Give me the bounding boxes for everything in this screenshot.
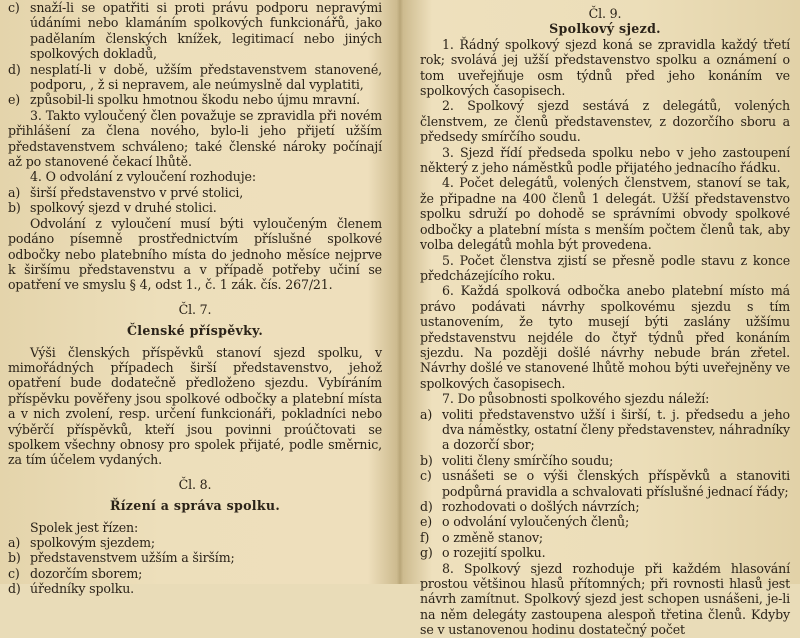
item-label: d) <box>8 581 21 597</box>
paragraph: 7. Do působnosti spolkového sjezdu náleží: <box>442 391 710 407</box>
list-item <box>8 200 382 215</box>
paragraph: 4. Počet delegátů, volených členstvem, stanoví se tak, že připadne na 400 členů 1 delegát. Užší představenstvo spolku sdruží po dohodě se správními obvody spolkové odbočky a platební místa s menším počtem členů tak, aby volba delegátů mohla být provedena. <box>420 175 790 253</box>
item-label: a) <box>8 535 21 550</box>
item-label: d) <box>8 61 21 77</box>
item-text: úředníky spolku. <box>30 581 135 597</box>
item-label: a) <box>420 406 433 422</box>
article-number: Čl. 9. <box>588 6 622 21</box>
item-text: o změně stanov; <box>442 529 544 545</box>
paragraph: 5. Počet členstva zjistí se přesně podle stavu z konce předcházejícího roku. <box>420 252 790 283</box>
left-page <box>0 0 400 597</box>
list-item <box>8 62 382 93</box>
item-text: voliti členy smírčího soudu; <box>442 452 614 468</box>
list-item <box>420 499 790 514</box>
paragraph: 1. Řádný spolkový sjezd koná se zpravidla každý třetí rok; svolává jej užší představenstvo spolku a oznámení o tom uveřejňuje osm týdnů před jeho konáním ve spolkových časopisech. <box>420 36 790 99</box>
list-item <box>8 92 382 107</box>
item-text: nesplatí-li v době, užším představenstvem stanovené, podporu, , ž si nepravem, ale neúmyslně dal vyplatiti, <box>30 61 382 93</box>
item-label: b) <box>8 550 21 566</box>
item-label: e) <box>420 514 433 530</box>
item-label: d) <box>420 499 433 514</box>
article-title: Spolkový sjezd. <box>549 21 661 37</box>
list-item <box>420 468 790 499</box>
list-item <box>420 453 790 468</box>
list-item <box>8 566 382 581</box>
item-label: c) <box>420 468 432 484</box>
paragraph: 2. Spolkový sjezd sestává z delegátů, volených členstvem, ze členů představenstev, z dozorčího sboru a předsedy smírčího soudu. <box>420 98 790 145</box>
item-text: o rozejití spolku. <box>442 545 546 561</box>
list-item <box>420 514 790 529</box>
item-label: e) <box>8 92 21 108</box>
item-label: g) <box>420 545 433 561</box>
list-item <box>8 535 382 550</box>
list-item <box>420 545 790 560</box>
paragraph: Odvolání z vyloučení musí býti vyloučeným členem podáno písemně prostřednictvím příslušné spolkové odbočky nebo platebního místa do jednoho měsíce nejprve k širšímu představenstvu a v případě potřeby učiní se opatření ve smyslu § 4, odst 1., č. 1 zák. čís. 267/21. <box>8 215 382 293</box>
list-item <box>420 530 790 545</box>
article-number: Čl. 7. <box>178 301 212 317</box>
item-label: b) <box>420 452 433 468</box>
item-text: snaží-li se opatřiti si proti právu podporu nepravými údáními nebo klamáním spolkových funkcionářů, jako padělaním členských knížek, legitimací nebo jiných spolkových dokladů, <box>30 0 382 62</box>
item-text: představenstvem užším a širším; <box>30 550 235 566</box>
paragraph: 6. Každá spolková odbočka anebo platební místo má právo podávati návrhy spolkovému sjezdu s tím ustanovením, že tyto musejí býti zaslány užšímu představenstvu nejdéle do čtyř týdnů před konáním sjezdu. Na později došlé návrhy nebude brán zřetel. Návrhy došlé ve stanovené lhůtě mohou býti uveřejněny ve spolkových časopisech. <box>420 283 790 391</box>
article-number: Čl. 8. <box>178 476 212 492</box>
article-title: Řízení a správa spolku. <box>109 498 281 514</box>
paragraph: 8. Spolkový sjezd rozhoduje při každém hlasování prostou většinou hlasů přítomných; při rovnosti hlasů jest návrh zamítnut. Spolkový sjezd jest schopen usnášeni, je-li na něm delegáty zastoupena alespoň třetina členů. Kdyby se v ustanovenou hodinu dostatečný počet <box>420 560 790 638</box>
item-text: rozhodovati o došlých návrzích; <box>442 499 640 514</box>
paragraph: 3. Takto vyloučený člen považuje se zpravidla při novém přihlášení za člena nového, bylo-li jeho přijetí užším představenstvem schváleno; také členské nároky počínají až po stanovené čekací lhůtě. <box>8 107 382 170</box>
list-item <box>420 407 790 453</box>
item-label: a) <box>8 184 21 200</box>
item-text: spolkovým sjezdem; <box>30 535 155 550</box>
paragraph: 4. O odvolání z vyloučení rozhoduje: <box>30 169 256 185</box>
list-item <box>8 185 382 200</box>
list-item <box>8 581 382 596</box>
item-label: c) <box>8 565 20 581</box>
right-page <box>400 0 800 638</box>
list-item <box>8 550 382 565</box>
item-text: spolkový sjezd v druhé stolici. <box>30 200 217 216</box>
paragraph: Výši členských příspěvků stanoví sjezd spolku, v mimořádných případech širší představenstvo, jehož opatření bude dodatečně předloženo sjezdu. Vybíráním příspěvku pověřeny jsou spolkové odbočky a platební místa a v nich zvolení, resp. určení funkcionáři, pokladníci nebo výběrčí příspěvků, kteří jsou povinni proúčtovati se spolkem všechny obnosy pro spolek přijaté, podle směrnic, za tím účelem vydaných. <box>8 344 382 468</box>
item-label: f) <box>420 529 430 545</box>
item-label: b) <box>8 200 21 216</box>
list-item <box>8 0 382 62</box>
item-text: voliti představenstvo užší i širší, t. j. předsedu a jeho dva náměstky, ostatní členy představenstev, náhradníky a dozorčí sbor; <box>442 406 790 453</box>
item-text: o odvolání vyloučených členů; <box>442 514 630 530</box>
item-label: c) <box>8 0 20 15</box>
item-text: dozorčím sborem; <box>30 565 143 581</box>
paragraph: Spolek jest řízen: <box>30 519 139 535</box>
paragraph: 3. Sjezd řídí předseda spolku nebo v jeho zastoupení některý z jeho náměstků podle přijatého jednacího řádku. <box>420 144 790 176</box>
article-title: Členské příspěvky. <box>126 323 264 339</box>
item-text: usnášeti se o výši členských příspěvků a stanoviti podpůrná pravidla a schvalovati příslušné jednací řády; <box>442 468 790 499</box>
item-text: širší představenstvo v prvé stolici, <box>30 184 244 200</box>
item-text: způsobil-li spolku hmotnou škodu nebo újmu mravní. <box>30 92 361 108</box>
